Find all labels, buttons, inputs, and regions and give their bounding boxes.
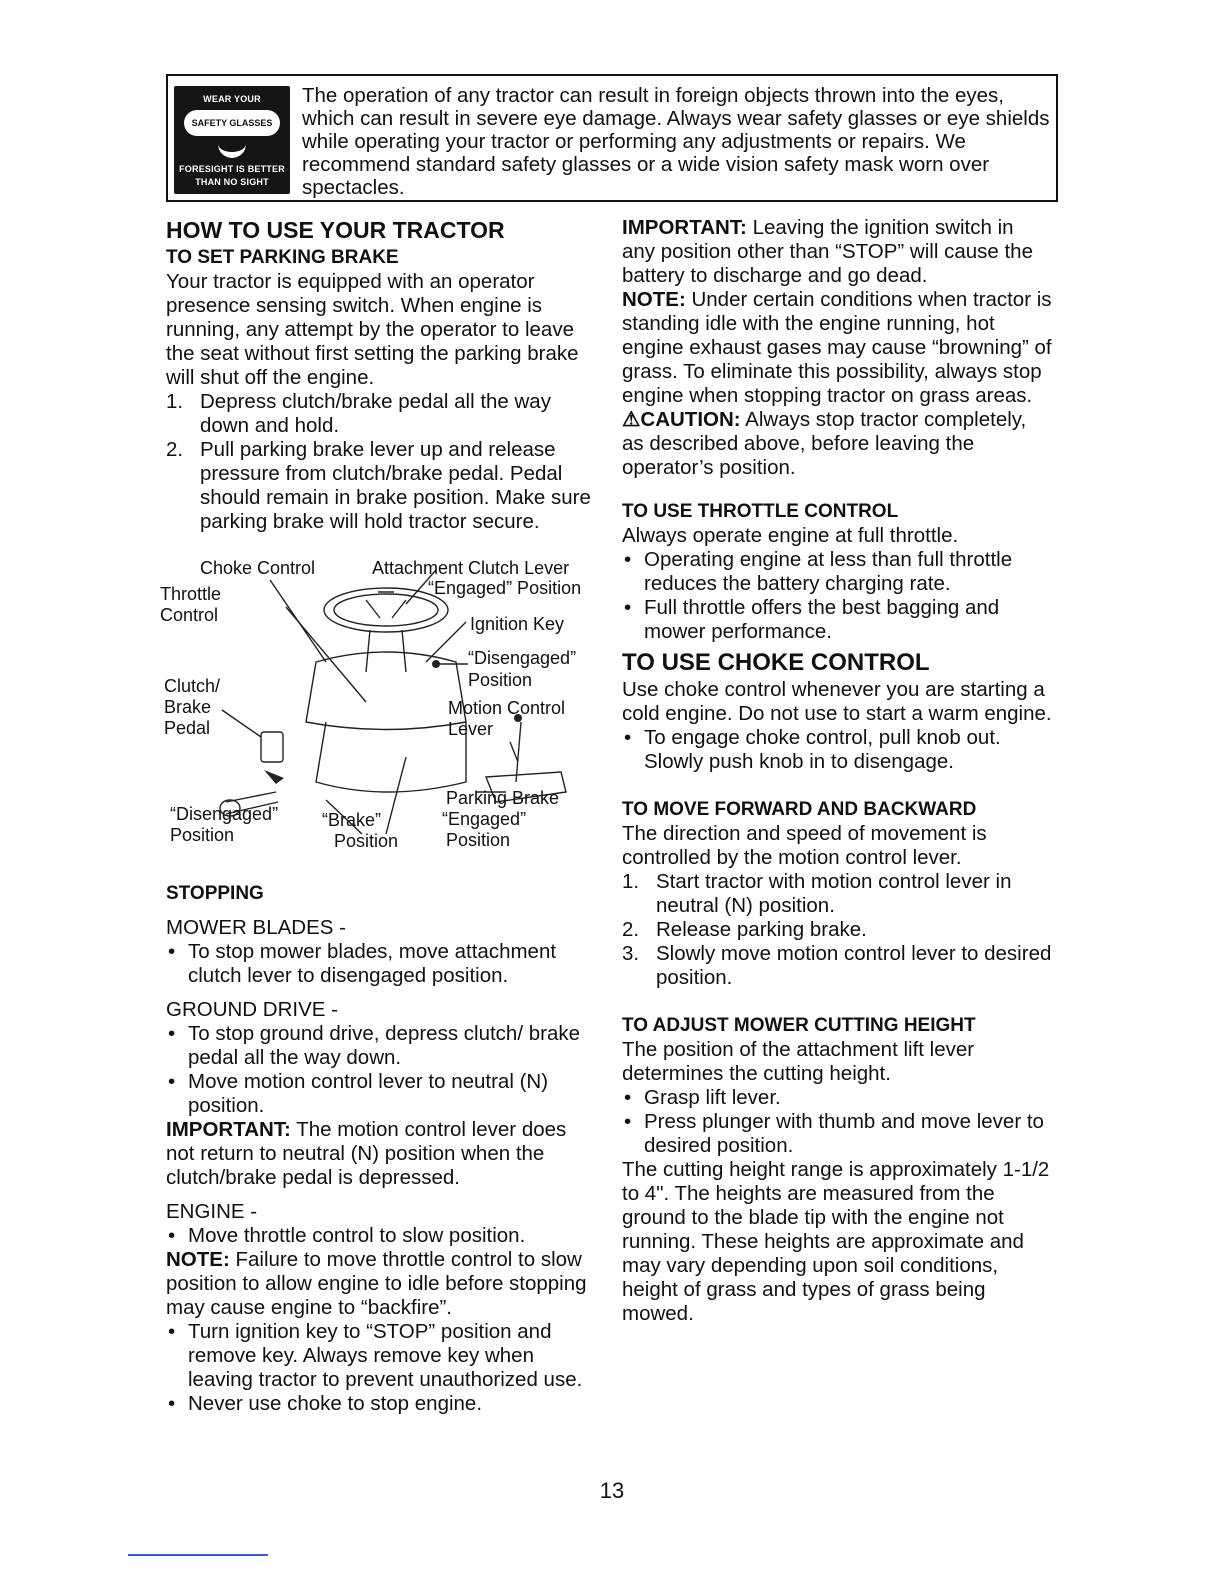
engaged-leader (386, 757, 406, 834)
bullet: • (168, 1022, 176, 1045)
brake-pedal-shape (261, 732, 283, 762)
engine-note (166, 1248, 596, 1320)
item-text: Never use choke to stop engine. (188, 1392, 483, 1415)
badge-line-4: THAN NO SIGHT (195, 177, 269, 187)
footer-divider (128, 1554, 268, 1556)
eye-icon (218, 140, 246, 158)
bullet: • (168, 1392, 176, 1415)
bullet: • (168, 1070, 176, 1093)
list-item (622, 1086, 1052, 1110)
steering-wheel-spokes (366, 592, 406, 618)
list-item (622, 942, 1052, 990)
throttle-heading: TO USE THROTTLE CONTROL (622, 501, 899, 522)
safety-notice-text: The operation of any tractor can result in foreign objects thrown into the eyes, which can result in severe eye damage. Always wear safety glasses or eye shields while operating your tractor or performing any adjustments or repairs. We recommend standard safety glasses or a wide vision safety mask worn over spectacles. (302, 84, 1050, 199)
choke-list (622, 726, 1052, 774)
item-text: Full throttle offers the best bagging and mower performance. (644, 596, 1000, 643)
list-item (622, 596, 1052, 644)
important-label: IMPORTANT: (622, 216, 747, 239)
clutch-leader (222, 710, 261, 737)
caution-label: CAUTION: (640, 408, 741, 431)
list-item (622, 918, 1052, 942)
step-text: Depress clutch/brake pedal all the way down and hold. (200, 390, 551, 437)
list-item (166, 438, 596, 534)
bullet: • (624, 596, 632, 619)
item-text: To engage choke control, pull knob out. Slowly push knob in to disengage. (644, 726, 1001, 773)
label-position-bottom-left: Position (170, 825, 235, 845)
label-brake: Brake (164, 697, 212, 717)
list-item (622, 548, 1052, 596)
item-text: To stop mower blades, move attachment clutch lever to disengaged position. (188, 940, 557, 987)
step-number: 1. (166, 390, 184, 413)
bullet: • (624, 548, 632, 571)
steering-wheel-inner (334, 594, 438, 626)
height-list (622, 1086, 1052, 1158)
label-clutch: Clutch/ (164, 676, 221, 696)
throttle-intro: Always operate engine at full throttle. (622, 524, 959, 547)
label-position-top: Position (468, 670, 533, 690)
badge-line-3: FORESIGHT IS BETTER (179, 164, 285, 174)
bullet: • (168, 1224, 176, 1247)
item-text: Move throttle control to slow position. (188, 1224, 526, 1247)
list-item (166, 940, 596, 988)
item-text: Operating engine at less than full throttle reduces the battery charging rate. (644, 548, 1013, 595)
note-text: Under certain conditions when tractor is standing idle with the engine running, hot engine exhaust gases may cause “browning” of grass. To eliminate this possibility, always stop engine when stopping tractor on grass areas. (622, 288, 1052, 407)
label-pedal: Pedal (164, 718, 211, 738)
label-position-bottom-mid: Position (334, 831, 399, 851)
console-body (316, 722, 466, 792)
list-item (166, 1392, 596, 1416)
ignition-key-dot (432, 660, 440, 668)
label-attachment-clutch: Attachment Clutch Lever (372, 558, 570, 578)
caution-text: Always stop tractor completely, as described above, before leaving the operator’s position. (622, 408, 1027, 479)
label-position-bottom-right: Position (446, 830, 511, 850)
important-label: IMPORTANT: (166, 1118, 291, 1141)
step-text: Pull parking brake lever up and release pressure from clutch/brake pedal. Pedal should remain in brake position. Make sure parking brake will hold tractor secure. (200, 438, 591, 533)
label-disengaged-top: “Disengaged” (468, 648, 577, 668)
move-steps (622, 870, 1052, 990)
page-number: 13 (599, 1478, 625, 1503)
move-heading: TO MOVE FORWARD AND BACKWARD (622, 799, 977, 820)
choke-intro: Use choke control whenever you are starting a cold engine. Do not use to start a warm engine. (622, 678, 1052, 725)
engine-list (166, 1224, 596, 1248)
safety-glasses-icon: SAFETY GLASSES (184, 110, 280, 136)
section-title: HOW TO USE YOUR TRACTOR (166, 217, 505, 243)
steering-column (366, 630, 406, 672)
left-column (160, 216, 596, 1416)
list-item (622, 870, 1052, 918)
item-text: To stop ground drive, depress clutch/ brake pedal all the way down. (188, 1022, 580, 1069)
step-number: 2. (622, 918, 640, 941)
list-item (622, 726, 1052, 774)
move-intro: The direction and speed of movement is controlled by the motion control lever. (622, 822, 987, 869)
label-motion-control: Motion Control (448, 698, 566, 718)
throttle-list (622, 548, 1052, 644)
right-column (622, 216, 1052, 1326)
list-item (622, 1110, 1052, 1158)
label-engaged-position: “Engaged” Position (428, 578, 582, 598)
choke-heading: TO USE CHOKE CONTROL (622, 649, 930, 676)
label-lever: Lever (448, 719, 494, 739)
bullet: • (168, 1320, 176, 1343)
note-text: Failure to move throttle control to slow position to allow engine to idle before stopping may cause engine to “backfire”. (166, 1248, 587, 1319)
label-brake-quote: “Brake” (322, 810, 382, 830)
browning-note (622, 288, 1052, 408)
step-text: Start tractor with motion control lever in neutral (N) position. (656, 870, 1012, 917)
item-text: Move motion control lever to neutral (N) position. (188, 1070, 549, 1117)
step-text: Release parking brake. (656, 918, 867, 941)
parking-brake-intro: Your tractor is equipped with an operator presence sensing switch. When engine is running, any attempt by the operator to leave the seat without first setting the parking brake will shut off the engine. (166, 270, 579, 389)
item-text: Grasp lift lever. (644, 1086, 781, 1109)
height-intro: The position of the attachment lift lever determines the cutting height. (622, 1038, 975, 1085)
engine-label: ENGINE - (166, 1200, 258, 1223)
list-item (166, 1022, 596, 1070)
height-outro: The cutting height range is approximately 1-1/2 to 4". The heights are measured from the ground to the blade tip with the engine not running. These heights are approximate and may vary depending upon soil conditions, height of grass and types of grass being mowed. (622, 1158, 1050, 1325)
label-control: Control (160, 605, 219, 625)
parking-brake-heading: TO SET PARKING BRAKE (166, 247, 399, 268)
label-parking-brake: Parking Brake (446, 788, 560, 808)
bullet: • (624, 1086, 632, 1109)
parking-brake-steps (166, 390, 596, 534)
step-number: 2. (166, 438, 184, 461)
step-number: 3. (622, 942, 640, 965)
caution-note (622, 408, 1052, 480)
item-text: Turn ignition key to “STOP” position and remove key. Always remove key when leaving tractor to prevent unauthorized use. (188, 1320, 583, 1391)
ignition-leader (426, 622, 466, 662)
important-text: The motion control lever does not return to neutral (N) position when the clutch/brake pedal is depressed. (166, 1118, 567, 1189)
list-item (166, 1320, 596, 1392)
list-item (166, 390, 596, 438)
ground-drive-label: GROUND DRIVE - (166, 998, 338, 1021)
mower-blades-label: MOWER BLADES - (166, 916, 346, 939)
motion-leader (510, 742, 518, 762)
warning-icon: ⚠ (622, 408, 641, 431)
important-text: Leaving the ignition switch in any position other than “STOP” will cause the battery to discharge and go dead. (622, 216, 1033, 287)
label-throttle: Throttle (160, 584, 222, 604)
label-choke-control: Choke Control (200, 558, 316, 578)
motion-lever-rod (516, 722, 521, 782)
important-note (622, 216, 1052, 288)
safety-glasses-badge (174, 86, 290, 194)
bullet: • (624, 726, 632, 749)
mower-blades-list (166, 940, 596, 988)
bullet: • (624, 1110, 632, 1133)
step-text: Slowly move motion control lever to desired position. (656, 942, 1052, 989)
height-heading: TO ADJUST MOWER CUTTING HEIGHT (622, 1015, 976, 1036)
controls-diagram (160, 552, 596, 882)
note-label: NOTE: (166, 1248, 230, 1271)
ground-drive-list (166, 1022, 596, 1118)
stopping-heading: STOPPING (166, 883, 264, 904)
badge-line-1: WEAR YOUR (203, 94, 261, 104)
item-text: Press plunger with thumb and move lever to desired position. (644, 1110, 1044, 1157)
important-note (166, 1118, 596, 1190)
list-item (166, 1224, 596, 1248)
list-item (166, 1070, 596, 1118)
label-disengaged-bottom: “Disengaged” (170, 804, 279, 824)
note-label: NOTE: (622, 288, 686, 311)
label-ignition-key: Ignition Key (470, 614, 565, 634)
label-engaged-bottom: “Engaged” (442, 809, 527, 829)
pedal-arrow (264, 770, 284, 784)
engine-list-2 (166, 1320, 596, 1416)
step-number: 1. (622, 870, 640, 893)
safety-notice (166, 74, 1058, 202)
bullet: • (168, 940, 176, 963)
